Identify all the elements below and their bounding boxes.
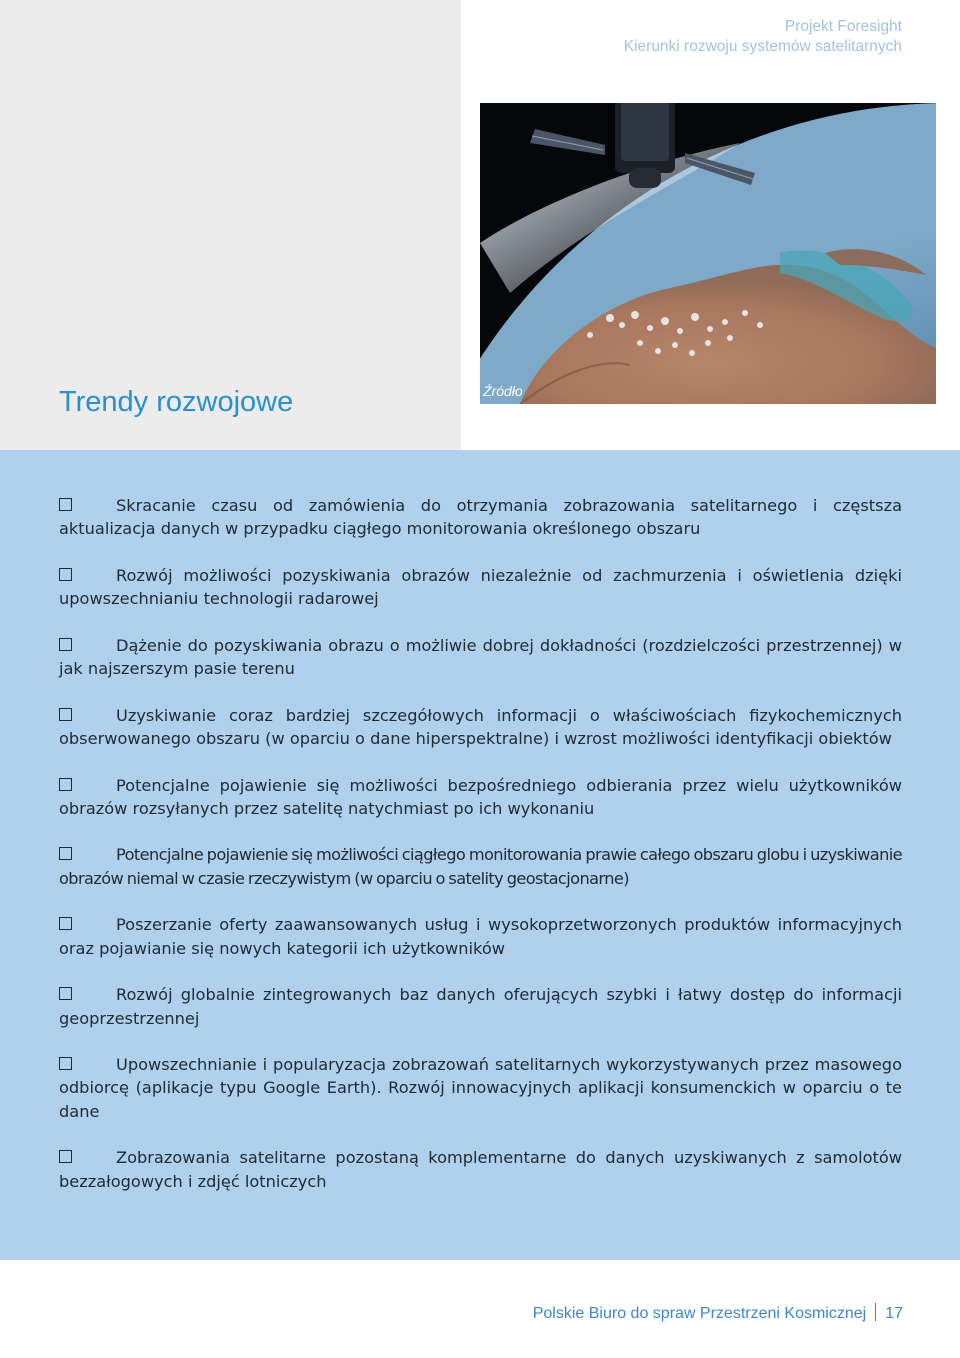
- page-number: 17: [885, 1305, 903, 1322]
- list-item: [59, 913, 902, 960]
- footer-divider: [875, 1303, 876, 1321]
- checkbox-square-icon: [59, 498, 72, 511]
- photo-illustration: [480, 103, 936, 404]
- checkbox-square-icon: [59, 847, 72, 860]
- list-item: [59, 634, 902, 681]
- list-item: [59, 494, 902, 541]
- list-item: [59, 983, 902, 1030]
- checkbox-square-icon: [59, 1150, 72, 1163]
- list-item-text: Potencjalne pojawienie się możliwości bezpośredniego odbierania przez wielu użytkowników obrazów rozsyłanych przez satelitę natychmiast po ich wykonaniu: [59, 775, 902, 818]
- list-item-text: Uzyskiwanie coraz bardziej szczegółowych informacji o właściwościach fizykochemicznych obserwowanego obszaru (w oparciu o dane hiperspektralne) i wzrost możliwości identyfikacji obiektów: [59, 705, 902, 748]
- checkbox-square-icon: [59, 708, 72, 721]
- header-project: Projekt Foresight: [784, 18, 902, 35]
- footer-organization: Polskie Biuro do spraw Przestrzeni Kosmicznej: [532, 1305, 867, 1322]
- list-item-text: Potencjalne pojawienie się możliwości ciągłego monitorowania prawie całego obszaru globu i uzyskiwanie obrazów niemal w czasie rzeczywistym (w oparciu o satelity geostacjonarne): [59, 845, 902, 888]
- checkbox-square-icon: [59, 1057, 72, 1070]
- photo-caption: Źródło: [483, 383, 523, 399]
- left-header-panel: [0, 0, 461, 450]
- list-item-text: Poszerzanie oferty zaawansowanych usług i wysokoprzetworzonych produktów informacyjnych oraz pojawianie się nowych kategorii ich użytkowników: [59, 915, 902, 958]
- list-item-text: Rozwój możliwości pozyskiwania obrazów niezależnie od zachmurzenia i oświetlenia dzięki upowszechnianiu technologii radarowej: [59, 565, 902, 609]
- list-item: [59, 564, 902, 611]
- list-item: [59, 1146, 902, 1193]
- list-item-text: Zobrazowania satelitarne pozostaną komplementarne do danych uzyskiwanych z samolotów bezzałogowych i zdjęć lotniczych: [59, 1148, 902, 1191]
- section-title: Trendy rozwojowe: [59, 386, 294, 418]
- list-item-text: Skracanie czasu od zamówienia do otrzymania zobrazowania satelitarnego i częstsza aktualizacja danych w przypadku ciągłego monitorowania określonego obszaru: [59, 496, 902, 539]
- checkbox-square-icon: [59, 987, 72, 1000]
- list-item-text: Dążenie do pozyskiwania obrazu o możliwie dobrej dokładności (rozdzielczości przestrzennej) w jak najszerszym pasie terenu: [59, 635, 902, 679]
- list-item: [59, 843, 902, 890]
- list-item: [59, 774, 902, 821]
- list-item: [59, 704, 902, 751]
- checkbox-square-icon: [59, 638, 72, 651]
- trends-list: [59, 494, 902, 1216]
- page-footer: [533, 1303, 903, 1323]
- list-item-text: Upowszechnianie i popularyzacja zobrazowań satelitarnych wykorzystywanych przez masowego odbiorcę (aplikacje typu Google Earth). Rozwój innowacyjnych aplikacji konsumenckich w oparciu o te dane: [59, 1055, 902, 1121]
- header-subtitle: Kierunki rozwoju systemów satelitarnych: [623, 38, 902, 55]
- checkbox-square-icon: [59, 917, 72, 930]
- earth-from-orbit-photo: [480, 103, 936, 404]
- checkbox-square-icon: [59, 568, 72, 581]
- list-item-text: Rozwój globalnie zintegrowanych baz danych oferujących szybki i łatwy dostęp do informacji geoprzestrzennej: [59, 985, 902, 1028]
- checkbox-square-icon: [59, 778, 72, 791]
- list-item: [59, 1053, 902, 1123]
